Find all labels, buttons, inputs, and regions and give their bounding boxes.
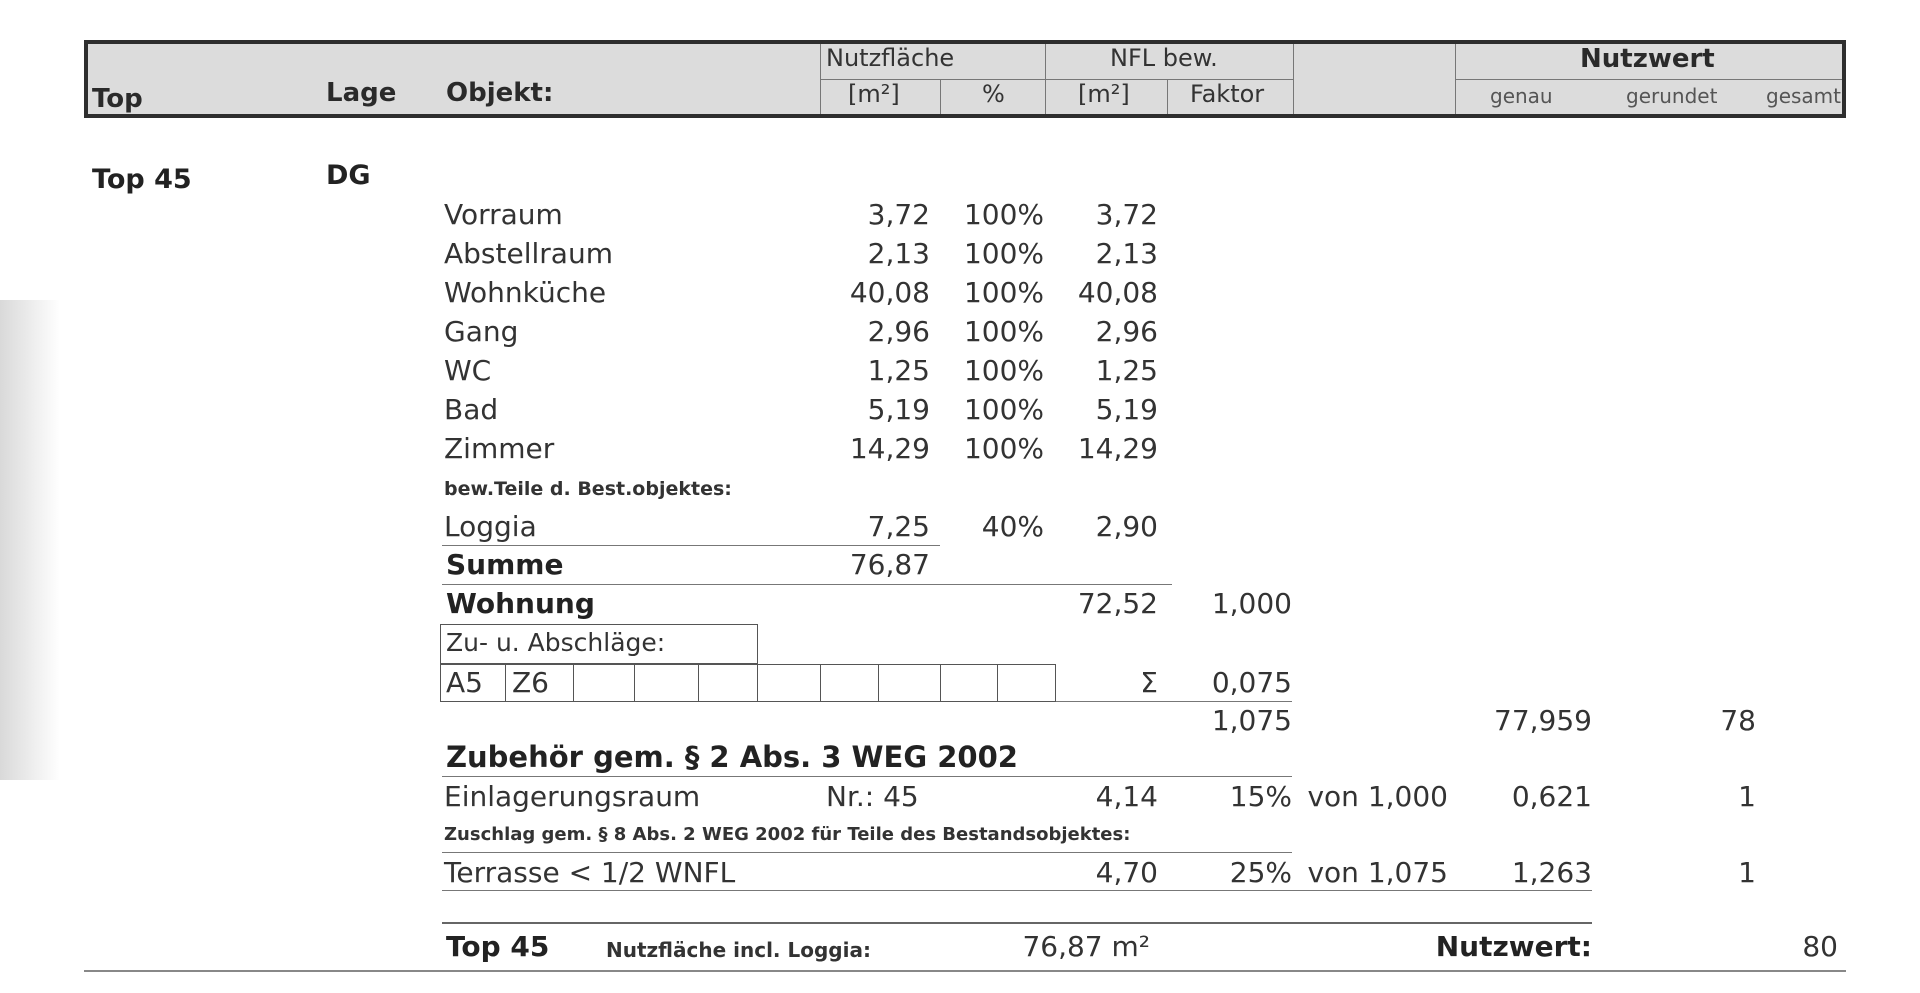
header-divider — [1293, 44, 1294, 114]
footer-nutzwert-label: Nutzwert: — [1435, 930, 1592, 963]
grid-divider — [505, 664, 506, 702]
terrasse-genau: 1,263 — [1511, 856, 1592, 889]
room-area: 1,25 — [867, 354, 930, 387]
zubehoer-title: Zubehör gem. § 2 Abs. 3 WEG 2002 — [446, 740, 1018, 774]
summe-label: Summe — [446, 548, 564, 581]
summe-value: 76,87 — [849, 548, 930, 581]
zubehoer-percent: 15% — [1229, 780, 1292, 813]
header-top: Top — [92, 84, 143, 114]
room-nfl: 5,19 — [1095, 393, 1158, 426]
rule — [442, 776, 1292, 777]
room-percent: 100% — [963, 315, 1044, 348]
zuschlaege-value: 0,075 — [1211, 666, 1292, 699]
zubehoer-name: Einlagerungsraum — [444, 780, 701, 813]
terrasse-percent: 25% — [1229, 856, 1292, 889]
header-divider — [940, 80, 941, 114]
grid-divider — [997, 664, 998, 702]
zuschlag-teile-title: Zuschlag gem. § 8 Abs. 2 WEG 2002 für Teile des Bestandsobjektes: — [444, 824, 1131, 845]
wohnung-nfl: 72,52 — [1077, 587, 1158, 620]
loggia-nfl: 2,90 — [1095, 510, 1158, 543]
room-name: Vorraum — [444, 198, 563, 231]
header-lage: Lage — [326, 78, 397, 108]
footer-nutzflaeche-label: Nutzfläche incl. Loggia: — [606, 938, 871, 962]
footer-bottom-rule — [84, 970, 1846, 972]
zubehoer-gerundet: 1 — [1738, 780, 1756, 813]
grid-divider — [634, 664, 635, 702]
header-m2-nfl: [m²] — [1078, 80, 1130, 108]
room-area: 5,19 — [867, 393, 930, 426]
room-nfl: 3,72 — [1095, 198, 1158, 231]
header-gerundet: gerundet — [1626, 84, 1718, 108]
room-area: 40,08 — [849, 276, 930, 309]
room-nfl: 1,25 — [1095, 354, 1158, 387]
loggia-percent: 40% — [981, 510, 1044, 543]
loggia-name: Loggia — [444, 510, 537, 543]
total-gerundet: 78 — [1720, 704, 1756, 737]
room-name: WC — [444, 354, 492, 387]
zubehoer-von: von 1,000 — [1307, 780, 1448, 813]
rule — [442, 545, 940, 546]
room-name: Abstellraum — [444, 237, 613, 270]
room-nfl: 2,13 — [1095, 237, 1158, 270]
wohnung-label: Wohnung — [446, 587, 595, 620]
room-percent: 100% — [963, 237, 1044, 270]
room-area: 3,72 — [867, 198, 930, 231]
room-nfl: 40,08 — [1077, 276, 1158, 309]
header-m2-nutzflaeche: [m²] — [848, 80, 900, 108]
room-name: Wohnküche — [444, 276, 607, 309]
unit-lage: DG — [326, 160, 371, 191]
header-nfl-bew: NFL bew. — [1110, 44, 1218, 72]
header-faktor: Faktor — [1190, 80, 1265, 108]
rule — [1056, 701, 1292, 702]
unit-top: Top 45 — [92, 164, 192, 195]
room-nfl: 2,96 — [1095, 315, 1158, 348]
grid-divider — [940, 664, 941, 702]
rule — [442, 584, 1172, 585]
header-divider — [1167, 80, 1168, 114]
room-percent: 100% — [963, 432, 1044, 465]
header-objekt: Objekt: — [446, 78, 554, 108]
room-area: 2,96 — [867, 315, 930, 348]
footer-nutzflaeche-value: 76,87 m² — [1022, 930, 1150, 963]
zubehoer-nr: Nr.: 45 — [826, 780, 919, 813]
terrasse-von: von 1,075 — [1307, 856, 1448, 889]
header-nutzflaeche: Nutzfläche — [826, 44, 955, 72]
footer-top-rule — [442, 922, 1592, 924]
header-genau: genau — [1490, 84, 1553, 108]
grid-divider — [573, 664, 574, 702]
terrasse-gerundet: 1 — [1738, 856, 1756, 889]
room-percent: 100% — [963, 393, 1044, 426]
header-rule — [1455, 79, 1842, 80]
room-nfl: 14,29 — [1077, 432, 1158, 465]
footer-top: Top 45 — [446, 930, 550, 963]
terrasse-name: Terrasse < 1/2 WNFL — [444, 856, 736, 889]
room-percent: 100% — [963, 198, 1044, 231]
room-percent: 100% — [963, 354, 1044, 387]
bew-teile-label: bew.Teile d. Best.objektes: — [444, 478, 732, 500]
grid-divider — [757, 664, 758, 702]
loggia-area: 7,25 — [867, 510, 930, 543]
grid-divider — [698, 664, 699, 702]
code-z6: Z6 — [512, 666, 549, 699]
rule — [442, 852, 1292, 853]
header-gesamt: gesamt — [1766, 84, 1841, 108]
zuschlaege-label: Zu- u. Abschläge: — [446, 628, 666, 657]
room-name: Gang — [444, 315, 519, 348]
room-area: 14,29 — [849, 432, 930, 465]
room-name: Zimmer — [444, 432, 555, 465]
wohnung-faktor: 1,000 — [1211, 587, 1292, 620]
sigma-symbol: Σ — [1140, 666, 1158, 699]
scan-shadow — [0, 300, 60, 780]
room-name: Bad — [444, 393, 499, 426]
footer-nutzwert-value: 80 — [1802, 930, 1838, 963]
terrasse-nfl: 4,70 — [1095, 856, 1158, 889]
room-area: 2,13 — [867, 237, 930, 270]
zubehoer-nfl: 4,14 — [1095, 780, 1158, 813]
grid-divider — [820, 664, 821, 702]
header-nutzwert: Nutzwert — [1580, 44, 1715, 74]
total-faktor: 1,075 — [1211, 704, 1292, 737]
header-percent: % — [982, 80, 1005, 108]
grid-divider — [878, 664, 879, 702]
rule — [442, 890, 1592, 891]
total-genau: 77,959 — [1494, 704, 1592, 737]
code-a5: A5 — [446, 666, 483, 699]
zubehoer-genau: 0,621 — [1511, 780, 1592, 813]
room-percent: 100% — [963, 276, 1044, 309]
